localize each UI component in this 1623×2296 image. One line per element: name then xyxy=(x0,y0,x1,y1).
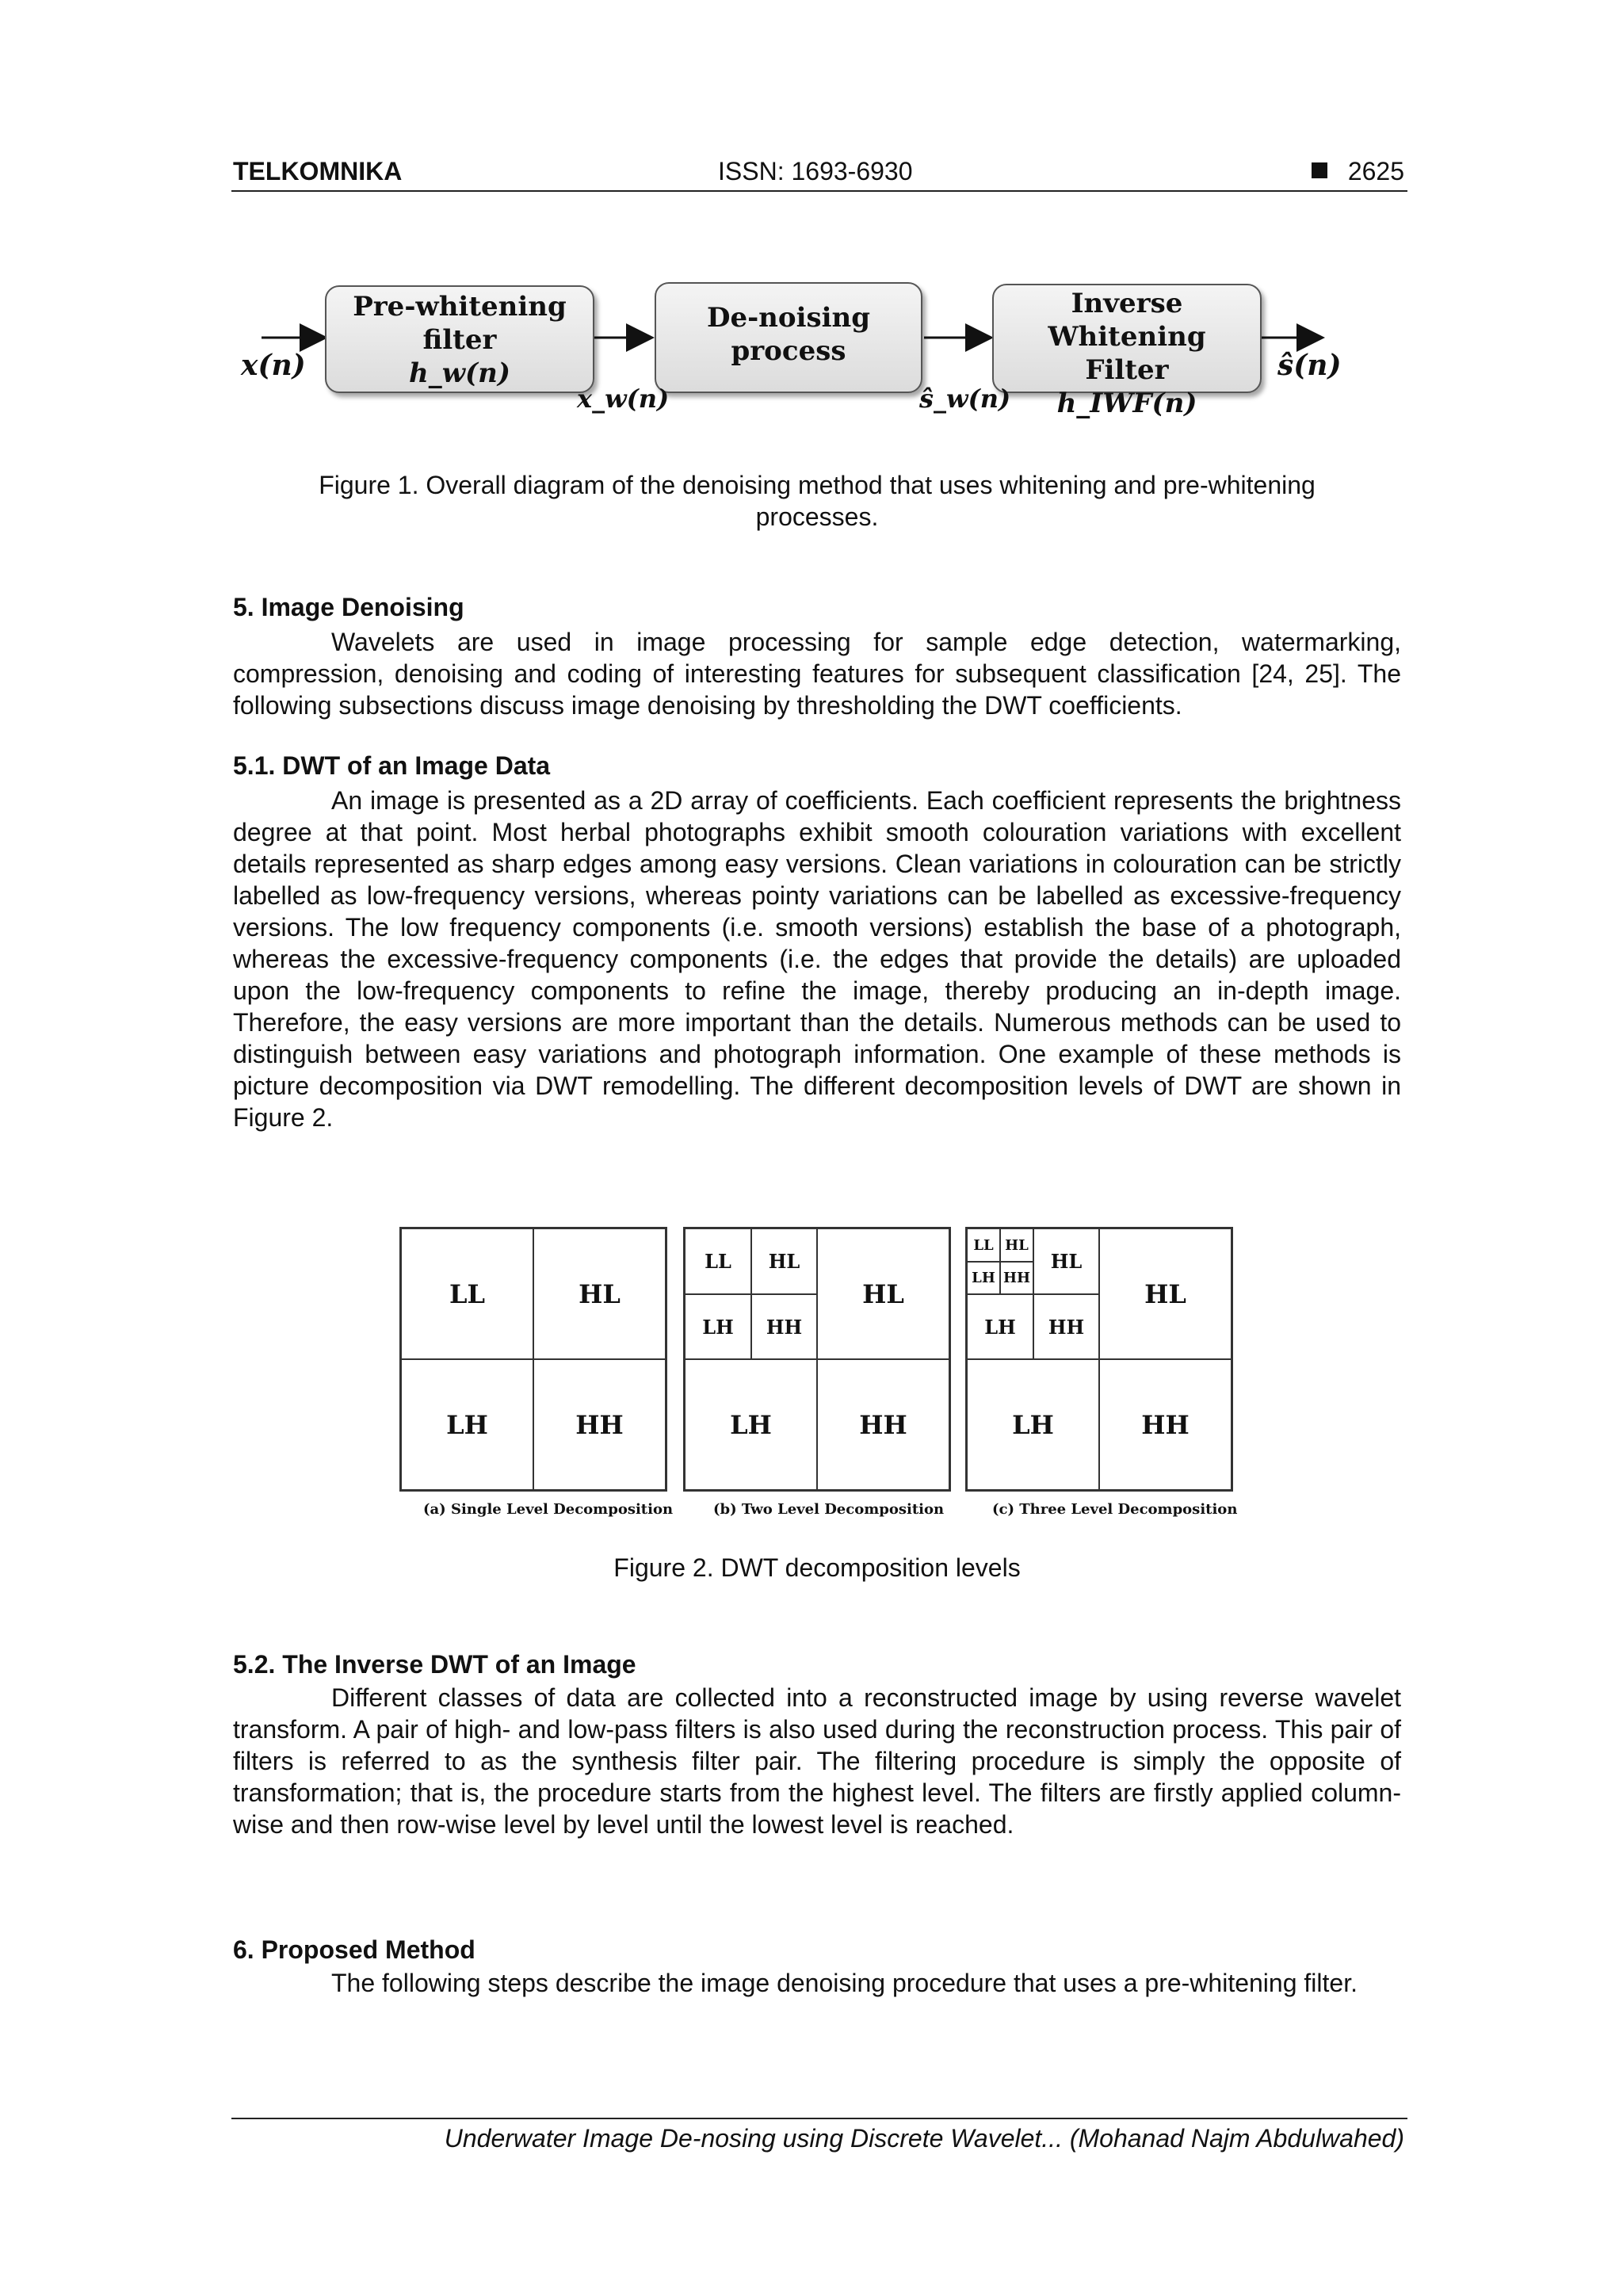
section-6-text: The following steps describe the image denoising procedure that uses a pre-whitening filter. xyxy=(331,1969,1358,1997)
cell-hh: HH xyxy=(1000,1262,1033,1294)
page-footer: Underwater Image De-nosing using Discrete Wavelet... (Mohanad Najm Abdulwahed) xyxy=(444,2124,1404,2153)
cell-ll: LL xyxy=(967,1228,1000,1262)
square-bullet-icon xyxy=(1312,162,1327,178)
cell-lh: LH xyxy=(967,1262,1000,1294)
denoising-label-2: process xyxy=(731,335,846,367)
figure-1-caption-line1: Figure 1. Overall diagram of the denoising method that uses whitening and pre-whitening xyxy=(319,471,1316,499)
section-5-heading: 5. Image Denoising xyxy=(233,593,464,621)
caption-two-level: (b) Two Level Decomposition xyxy=(713,1501,945,1518)
denoising-label: De-noising xyxy=(706,302,871,334)
dwt-three-level xyxy=(965,1227,1233,1492)
section-5-2-text: Different classes of data are collected into a reconstructed image by using reverse wavelet transform. A pair of high- and low-pass filters is also used during the reconstruction process. This pair of filters is referred to as the synthesis filter pair. The filtering procedure is simply the opposite of transformation; that is, the procedure starts from the highest level. The filters are firstly applied column-wise and then row-wise level by level until the lowest level is reached. xyxy=(233,1683,1401,1839)
inverse-whitening-label: Inverse Whitening xyxy=(1048,288,1206,353)
cell-hh: HH xyxy=(817,1359,949,1490)
cell-hl: HL xyxy=(817,1228,949,1359)
cell-ll: LL xyxy=(401,1228,533,1359)
pre-whitening-label: Pre-whitening xyxy=(353,291,567,323)
cell-hh: HH xyxy=(1099,1359,1232,1490)
section-5-1-heading: 5.1. DWT of an Image Data xyxy=(233,751,551,780)
signal-sw: ŝ_w(n) xyxy=(919,384,1011,414)
section-6-heading: 6. Proposed Method xyxy=(233,1935,475,1964)
section-6-paragraph xyxy=(233,1967,1401,1999)
dwt-single-level xyxy=(399,1227,667,1492)
section-5-1-text: An image is presented as a 2D array of coefficients. Each coefficient represents the brightness degree at that point. Most herbal photographs exhibit smooth colouration variations with excellent details represented as sharp edges among easy versions. Clean variations in colouration can be strictly labelled as low-frequency versions, whereas pointy variations can be labelled as excessive-frequency versions. The low frequency components (i.e. smooth versions) establish the base of a photograph, whereas the excessive-frequency components (i.e. the edges that provide the details) are uploaded upon the low-frequency components to refine the image, thereby producing an in-depth image. Therefore, the easy versions are more important than the details. Numerous methods can be used to distinguish between easy variations and photograph information. One example of these methods is picture decomposition via DWT remodelling. The different decomposition levels of DWT are shown in Figure 2. xyxy=(233,786,1401,1132)
cell-hh: HH xyxy=(1033,1294,1099,1359)
cell-hl: HL xyxy=(533,1228,666,1359)
signal-output: ŝ(n) xyxy=(1277,349,1342,382)
caption-single-level: (a) Single Level Decomposition xyxy=(423,1501,674,1518)
signal-xw: x_w(n) xyxy=(577,384,670,414)
cell-hl: HL xyxy=(751,1228,817,1294)
issn: ISSN: 1693-6930 xyxy=(718,157,913,185)
cell-hl: HL xyxy=(1000,1228,1033,1262)
pre-whitening-func: h_w(n) xyxy=(409,357,510,389)
caption-three-level: (c) Three Level Decomposition xyxy=(992,1501,1238,1518)
cell-lh: LH xyxy=(967,1294,1033,1359)
figure-1-caption-line2: processes. xyxy=(755,502,879,531)
section-5-text: Wavelets are used in image processing for sample edge detection, watermarking, compression, denoising and coding of interesting features for subsequent classification [24, 25]. The following subsections discuss image denoising by thresholding the DWT coefficients. xyxy=(233,628,1401,720)
dwt-two-level xyxy=(683,1227,951,1492)
section-5-2-heading: 5.2. The Inverse DWT of an Image xyxy=(233,1650,636,1679)
cell-lh: LH xyxy=(967,1359,1099,1490)
cell-lh: LH xyxy=(685,1294,751,1359)
cell-lh: LH xyxy=(685,1359,817,1490)
page-header xyxy=(231,155,1407,192)
footer-rule xyxy=(231,2118,1407,2119)
inverse-whitening-func: h_IWF(n) xyxy=(1056,388,1197,419)
figure-2-caption: Figure 2. DWT decomposition levels xyxy=(613,1553,1021,1582)
cell-lh: LH xyxy=(401,1359,533,1490)
cell-hh: HH xyxy=(533,1359,666,1490)
signal-input: x(n) xyxy=(241,349,306,382)
inverse-whitening-block xyxy=(992,284,1262,419)
section-5-2-paragraph xyxy=(233,1682,1401,1840)
pre-whitening-label-2: filter xyxy=(422,324,497,356)
section-5-1-paragraph xyxy=(233,785,1401,1133)
page-number: 2625 xyxy=(1347,157,1404,185)
pre-whitening-block xyxy=(325,285,594,393)
cell-hl: HL xyxy=(1033,1228,1099,1294)
journal-name: TELKOMNIKA xyxy=(233,157,403,185)
cell-ll: LL xyxy=(685,1228,751,1294)
inverse-whitening-label-2: Filter xyxy=(1085,354,1169,386)
cell-hh: HH xyxy=(751,1294,817,1359)
section-5-paragraph xyxy=(233,626,1401,721)
page-number-wrap xyxy=(1312,157,1404,186)
cell-hl: HL xyxy=(1099,1228,1232,1359)
denoising-block xyxy=(655,282,922,393)
figure-1-caption xyxy=(233,469,1401,533)
